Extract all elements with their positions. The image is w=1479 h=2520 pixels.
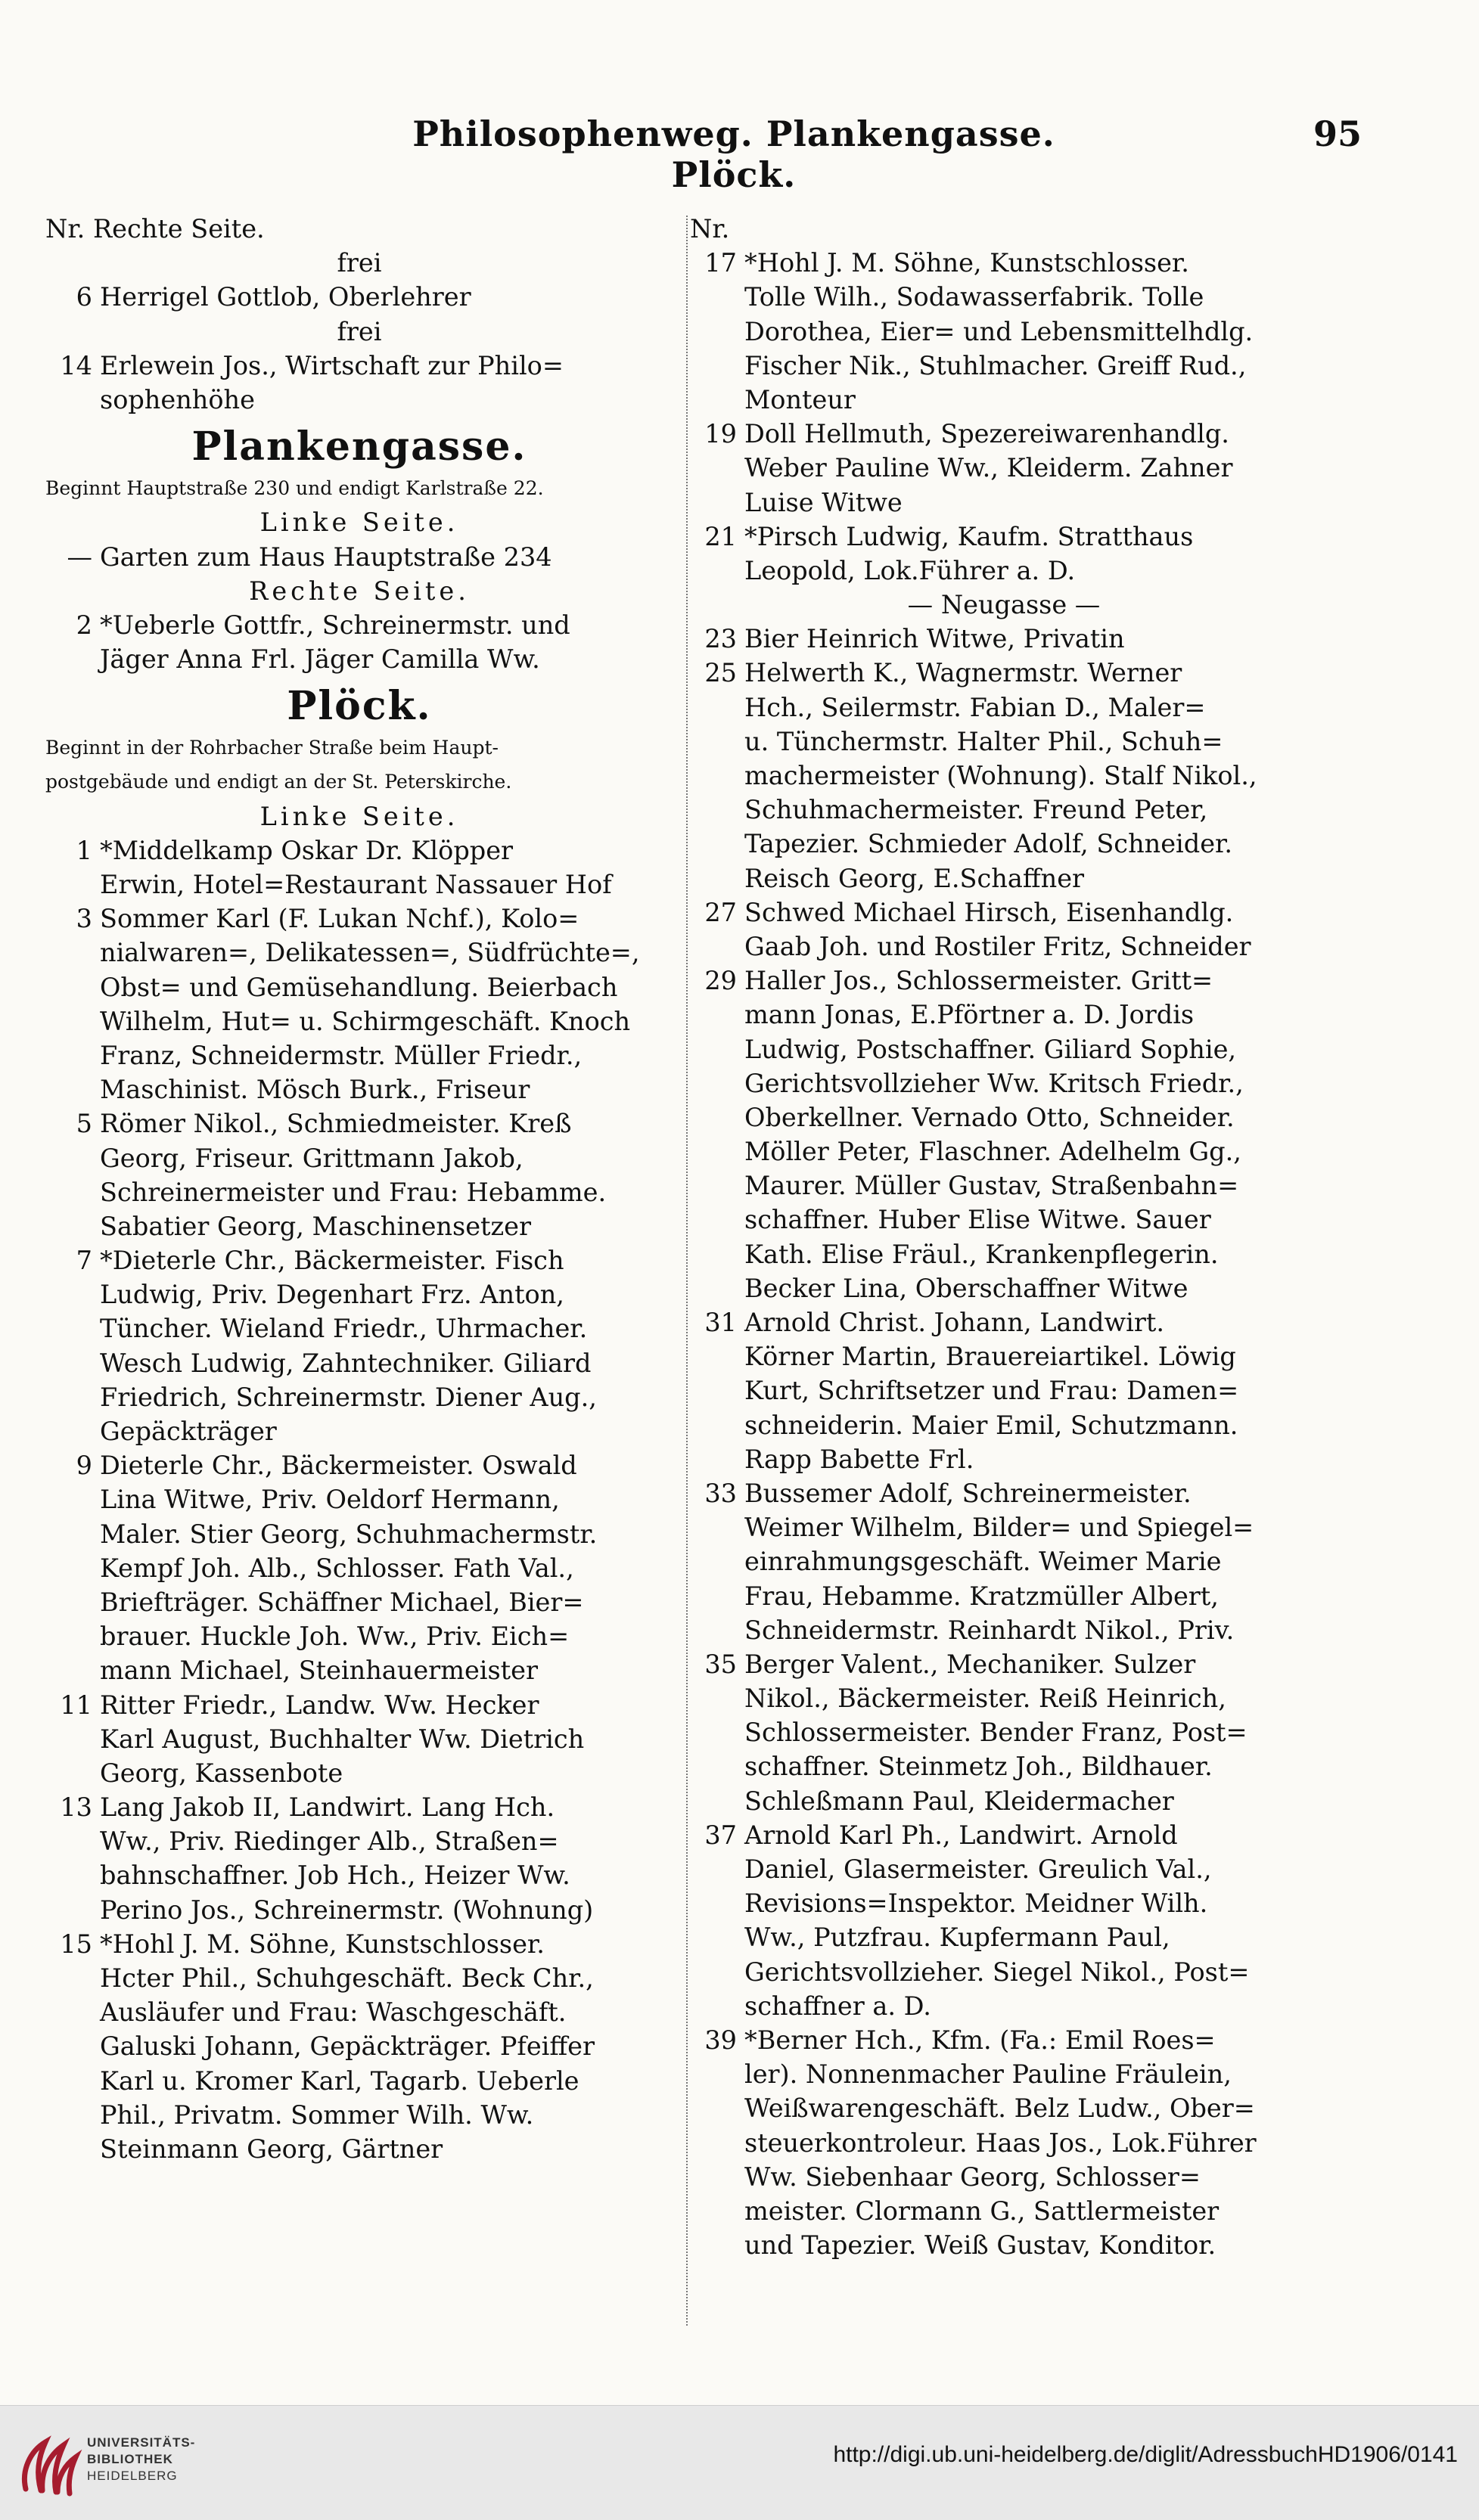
column-header: Nr. Rechte Seite. bbox=[45, 214, 265, 244]
street-heading: Plöck. bbox=[287, 683, 432, 730]
entry-text: Sommer Karl (F. Lukan Nchf.), Kolo= bbox=[100, 904, 579, 934]
entry-text: *Hohl J. M. Söhne, Kunstschlosser. bbox=[744, 248, 1189, 278]
directory-entry bbox=[45, 280, 673, 314]
house-number: 2 bbox=[76, 610, 92, 640]
directory-entry bbox=[690, 964, 1318, 998]
entry-continuation: Ludwig, Postschaffner. Giliard Sophie, bbox=[744, 1034, 1237, 1064]
directory-entry bbox=[690, 1476, 1318, 1510]
entry-continuation: Tolle Wilh., Sodawasserfabrik. Tolle bbox=[744, 282, 1204, 312]
directory-entry bbox=[45, 608, 673, 642]
entry-continuation: Oberkellner. Vernado Otto, Schneider. bbox=[744, 1102, 1235, 1132]
house-number: 35 bbox=[704, 1649, 737, 1679]
entry-continuation: schaffner a. D. bbox=[744, 1991, 931, 2021]
directory-entry bbox=[690, 1647, 1318, 1681]
entry-continuation: Ludwig, Priv. Degenhart Frz. Anton, bbox=[100, 1280, 564, 1310]
entry-continuation: Weber Pauline Ww., Kleiderm. Zahner bbox=[744, 453, 1233, 483]
entry-continuation: und Tapezier. Weiß Gustav, Konditor. bbox=[744, 2230, 1216, 2261]
entry-continuation: Monteur bbox=[744, 384, 856, 414]
house-number: 37 bbox=[704, 1820, 737, 1850]
entry-continuation: Becker Lina, Oberschaffner Witwe bbox=[744, 1273, 1188, 1303]
directory-entry bbox=[690, 622, 1318, 656]
entry-continuation: Kempf Joh. Alb., Schlosser. Fath Val., bbox=[100, 1553, 574, 1583]
entry-continuation: Phil., Privatm. Sommer Wilh. Ww. bbox=[100, 2099, 534, 2130]
institution-line-1: UNIVERSITÄTS- bbox=[87, 2435, 196, 2450]
entry-continuation: Wesch Ludwig, Zahntechniker. Giliard bbox=[100, 1348, 592, 1378]
entry-continuation: steuerkontroleur. Haas Jos., Lok.Führer bbox=[744, 2127, 1257, 2158]
entry-continuation: Ww., Priv. Riedinger Alb., Straßen= bbox=[100, 1826, 559, 1857]
entry-continuation: Schlossermeister. Bender Franz, Post= bbox=[744, 1718, 1248, 1748]
entry-text: *Dieterle Chr., Bäckermeister. Fisch bbox=[100, 1246, 564, 1276]
entry-continuation: Steinmann Georg, Gärtner bbox=[100, 2134, 443, 2164]
directory-entry bbox=[690, 895, 1318, 929]
directory-entry bbox=[45, 540, 673, 574]
entry-continuation: einrahmungsgeschäft. Weimer Marie bbox=[744, 1547, 1222, 1577]
entry-continuation: Hch., Seilermstr. Fabian D., Maler= bbox=[744, 692, 1206, 722]
entry-continuation: Ww., Putzfrau. Kupfermann Paul, bbox=[744, 1923, 1170, 1953]
entry-text: *Middelkamp Oskar Dr. Klöpper bbox=[100, 835, 514, 865]
source-url-link[interactable]: http://digi.ub.uni-heidelberg.de/diglit/AdressbuchHD1906/0141 bbox=[833, 2442, 1458, 2467]
right-column bbox=[690, 212, 1318, 2262]
entry-text: Arnold Christ. Johann, Landwirt. bbox=[744, 1308, 1164, 1337]
entry-text: Doll Hellmuth, Spezereiwarenhandlg. bbox=[744, 419, 1229, 449]
entry-text: Berger Valent., Mechaniker. Sulzer bbox=[744, 1649, 1196, 1679]
house-number: 23 bbox=[704, 624, 737, 654]
institution-name bbox=[87, 2435, 195, 2484]
directory-entry bbox=[45, 1448, 673, 1482]
house-number: 33 bbox=[704, 1478, 737, 1508]
entry-text: *Berner Hch., Kfm. (Fa.: Emil Roes= bbox=[744, 2025, 1216, 2055]
university-logo-icon bbox=[15, 2428, 83, 2504]
house-number: — bbox=[67, 542, 92, 572]
entry-continuation: Rapp Babette Frl. bbox=[744, 1444, 974, 1474]
directory-entry bbox=[690, 246, 1318, 280]
directory-entry bbox=[45, 1688, 673, 1722]
entry-text: Erlewein Jos., Wirtschaft zur Philo= bbox=[100, 350, 564, 380]
street-description: postgebäude und endigt an der St. Peterskirche. bbox=[45, 771, 512, 793]
entry-text: *Hohl J. M. Söhne, Kunstschlosser. bbox=[100, 1929, 545, 1959]
entry-continuation: bahnschaffner. Job Hch., Heizer Ww. bbox=[100, 1861, 570, 1891]
entry-text: *Ueberle Gottfr., Schreinermstr. und bbox=[100, 610, 570, 640]
entry-continuation: Maurer. Müller Gustav, Straßenbahn= bbox=[744, 1171, 1239, 1201]
entry-continuation: Georg, Kassenbote bbox=[100, 1758, 343, 1788]
entry-continuation: Luise Witwe bbox=[744, 487, 903, 517]
entry-continuation: Kath. Elise Fräul., Krankenpflegerin. bbox=[744, 1239, 1219, 1269]
entry-text: Dieterle Chr., Bäckermeister. Oswald bbox=[100, 1451, 577, 1481]
entry-continuation: Sabatier Georg, Maschinensetzer bbox=[100, 1211, 531, 1241]
entry-continuation: Revisions=Inspektor. Meidner Wilh. bbox=[744, 1888, 1208, 1919]
institution-line-2: BIBLIOTHEK bbox=[87, 2452, 173, 2466]
directory-entry bbox=[45, 833, 673, 867]
entry-text: Helwerth K., Wagnermstr. Werner bbox=[744, 658, 1182, 688]
entry-continuation: ler). Nonnenmacher Pauline Fräulein, bbox=[744, 2059, 1232, 2090]
house-number: 25 bbox=[704, 658, 737, 688]
house-number: 7 bbox=[76, 1246, 92, 1276]
entry-continuation: Erwin, Hotel=Restaurant Nassauer Hof bbox=[100, 870, 612, 899]
entry-continuation: Lina Witwe, Priv. Oeldorf Hermann, bbox=[100, 1485, 560, 1515]
entry-continuation: Möller Peter, Flaschner. Adelhelm Gg., bbox=[744, 1137, 1241, 1167]
entry-text: Haller Jos., Schlossermeister. Gritt= bbox=[744, 966, 1213, 996]
entry-text: Ritter Friedr., Landw. Ww. Hecker bbox=[100, 1690, 539, 1720]
entry-continuation: Ausläufer und Frau: Waschgeschäft. bbox=[100, 1997, 567, 2028]
entry-continuation: Galuski Johann, Gepäckträger. Pfeiffer bbox=[100, 2031, 595, 2062]
section-label: Linke Seite. bbox=[259, 801, 459, 831]
entry-continuation: Leopold, Lok.Führer a. D. bbox=[744, 555, 1076, 585]
entry-continuation: Friedrich, Schreinermstr. Diener Aug., bbox=[100, 1382, 597, 1412]
entry-continuation: schaffner. Steinmetz Joh., Bildhauer. bbox=[744, 1752, 1213, 1782]
entry-continuation: Gaab Joh. und Rostiler Fritz, Schneider bbox=[744, 931, 1251, 961]
entry-continuation: Obst= und Gemüsehandlung. Beierbach bbox=[100, 972, 618, 1002]
house-number: 39 bbox=[704, 2025, 737, 2055]
entry-continuation: Fischer Nik., Stuhlmacher. Greiff Rud., bbox=[744, 350, 1247, 380]
entry-continuation: Ww. Siebenhaar Georg, Schlosser= bbox=[744, 2162, 1201, 2192]
street-heading: Plankengasse. bbox=[191, 424, 527, 470]
section-label: frei bbox=[337, 316, 382, 346]
entry-continuation: Schreinermeister und Frau: Hebamme. bbox=[100, 1177, 607, 1207]
directory-entry bbox=[45, 1106, 673, 1141]
directory-entry bbox=[45, 902, 673, 936]
directory-entry bbox=[45, 1927, 673, 1961]
house-number: 27 bbox=[704, 897, 737, 927]
entry-text: Garten zum Haus Hauptstraße 234 bbox=[100, 542, 552, 572]
entry-continuation: Wilhelm, Hut= u. Schirmgeschäft. Knoch bbox=[100, 1006, 631, 1036]
entry-continuation: Schuhmachermeister. Freund Peter, bbox=[744, 795, 1208, 825]
entry-continuation: Weißwarengeschäft. Belz Ludw., Ober= bbox=[744, 2093, 1255, 2124]
entry-continuation: Perino Jos., Schreinermstr. (Wohnung) bbox=[100, 1895, 594, 1925]
entry-continuation: Weimer Wilhelm, Bilder= und Spiegel= bbox=[744, 1513, 1254, 1543]
entry-continuation: Georg, Friseur. Grittmann Jakob, bbox=[100, 1143, 524, 1173]
page-number: 95 bbox=[1313, 113, 1362, 154]
entry-continuation: machermeister (Wohnung). Stalf Nikol., bbox=[744, 761, 1257, 790]
column-divider bbox=[686, 216, 688, 2326]
house-number: 6 bbox=[76, 282, 92, 312]
house-number: 17 bbox=[704, 248, 737, 278]
entry-continuation: Karl August, Buchhalter Ww. Dietrich bbox=[100, 1724, 585, 1754]
entry-continuation: meister. Clormann G., Sattlermeister bbox=[744, 2196, 1220, 2226]
entry-continuation: mann Jonas, E.Pförtner a. D. Jordis bbox=[744, 1000, 1195, 1030]
street-description: Beginnt in der Rohrbacher Straße beim Haupt- bbox=[45, 737, 499, 759]
entry-continuation: Kurt, Schriftsetzer und Frau: Damen= bbox=[744, 1376, 1239, 1406]
house-number: 14 bbox=[60, 350, 92, 380]
house-number: 11 bbox=[60, 1690, 92, 1720]
directory-entry bbox=[690, 417, 1318, 451]
running-head: Philosophenweg. Plankengasse. Plöck. bbox=[412, 113, 1055, 195]
section-label: frei bbox=[337, 248, 382, 278]
entry-continuation: Karl u. Kromer Karl, Tagarb. Ueberle bbox=[100, 2065, 579, 2096]
entry-continuation: Körner Martin, Brauereiartikel. Löwig bbox=[744, 1342, 1236, 1372]
entry-continuation: Hcter Phil., Schuhgeschäft. Beck Chr., bbox=[100, 1963, 594, 1993]
entry-text: Arnold Karl Ph., Landwirt. Arnold bbox=[744, 1820, 1178, 1850]
directory-entry bbox=[690, 520, 1318, 554]
entry-continuation: Jäger Anna Frl. Jäger Camilla Ww. bbox=[100, 644, 540, 675]
entry-text: Lang Jakob II, Landwirt. Lang Hch. bbox=[100, 1792, 555, 1823]
entry-continuation: Tüncher. Wieland Friedr., Uhrmacher. bbox=[100, 1314, 588, 1344]
entry-continuation: Gerichtsvollzieher. Siegel Nikol., Post= bbox=[744, 1957, 1250, 1987]
entry-continuation: Briefträger. Schäffner Michael, Bier= bbox=[100, 1587, 584, 1617]
entry-continuation: Gerichtsvollzieher Ww. Kritsch Friedr., bbox=[744, 1068, 1244, 1098]
directory-entry bbox=[690, 656, 1318, 690]
house-number: 3 bbox=[76, 904, 92, 934]
directory-entry bbox=[690, 1305, 1318, 1339]
entry-continuation: sophenhöhe bbox=[100, 384, 255, 414]
house-number: 15 bbox=[60, 1929, 92, 1959]
house-number: 13 bbox=[60, 1792, 92, 1823]
entry-continuation: Maschinist. Mösch Burk., Friseur bbox=[100, 1075, 530, 1105]
entry-text: Schwed Michael Hirsch, Eisenhandlg. bbox=[744, 897, 1234, 927]
house-number: 31 bbox=[704, 1308, 737, 1337]
entry-continuation: u. Tünchermstr. Halter Phil., Schuh= bbox=[744, 726, 1223, 756]
entry-text: Bier Heinrich Witwe, Privatin bbox=[744, 624, 1125, 654]
entry-continuation: schneiderin. Maier Emil, Schutzmann. bbox=[744, 1410, 1238, 1440]
house-number: 1 bbox=[76, 835, 92, 865]
house-number: 19 bbox=[704, 419, 737, 449]
entry-continuation: nialwaren=, Delikatessen=, Südfrüchte=, bbox=[100, 938, 640, 968]
left-column bbox=[45, 212, 673, 2166]
section-label: Rechte Seite. bbox=[249, 576, 470, 606]
footer-bar bbox=[0, 2405, 1479, 2520]
entry-continuation: mann Michael, Steinhauermeister bbox=[100, 1656, 538, 1686]
entry-continuation: Maler. Stier Georg, Schuhmachermstr. bbox=[100, 1519, 598, 1549]
entry-continuation: Schleßmann Paul, Kleidermacher bbox=[744, 1786, 1174, 1816]
entry-text: *Pirsch Ludwig, Kaufm. Stratthaus bbox=[744, 521, 1194, 551]
section-label: — Neugasse — bbox=[907, 590, 1101, 620]
directory-entry bbox=[690, 2023, 1318, 2057]
street-description: Beginnt Hauptstraße 230 und endigt Karlstraße 22. bbox=[45, 477, 544, 500]
house-number: 29 bbox=[704, 966, 737, 996]
entry-continuation: Nikol., Bäckermeister. Reiß Heinrich, bbox=[744, 1684, 1226, 1714]
entry-continuation: Frau, Hebamme. Kratzmüller Albert, bbox=[744, 1581, 1219, 1611]
entry-text: Römer Nikol., Schmiedmeister. Kreß bbox=[100, 1109, 572, 1139]
directory-entry bbox=[690, 1818, 1318, 1852]
directory-entry bbox=[45, 349, 673, 383]
section-label: Linke Seite. bbox=[259, 507, 459, 538]
entry-continuation: Reisch Georg, E.Schaffner bbox=[744, 863, 1085, 893]
entry-continuation: Dorothea, Eier= und Lebensmittelhdlg. bbox=[744, 316, 1254, 346]
directory-entry bbox=[45, 1243, 673, 1277]
entry-continuation: schaffner. Huber Elise Witwe. Sauer bbox=[744, 1205, 1211, 1235]
entry-continuation: Daniel, Glasermeister. Greulich Val., bbox=[744, 1854, 1212, 1884]
entry-text: Herrigel Gottlob, Oberlehrer bbox=[100, 282, 471, 312]
house-number: 5 bbox=[76, 1109, 92, 1139]
house-number: 9 bbox=[76, 1451, 92, 1481]
entry-continuation: Gepäckträger bbox=[100, 1417, 277, 1446]
column-header: Nr. bbox=[690, 214, 730, 244]
entry-continuation: Franz, Schneidermstr. Müller Friedr., bbox=[100, 1040, 583, 1070]
entry-continuation: brauer. Huckle Joh. Ww., Priv. Eich= bbox=[100, 1622, 570, 1652]
entry-continuation: Tapezier. Schmieder Adolf, Schneider. bbox=[744, 829, 1233, 859]
directory-entry bbox=[45, 1790, 673, 1824]
institution-line-3: HEIDELBERG bbox=[87, 2469, 178, 2483]
entry-text: Bussemer Adolf, Schreinermeister. bbox=[744, 1478, 1192, 1508]
house-number: 21 bbox=[704, 521, 737, 551]
entry-continuation: Schneidermstr. Reinhardt Nikol., Priv. bbox=[744, 1615, 1235, 1645]
